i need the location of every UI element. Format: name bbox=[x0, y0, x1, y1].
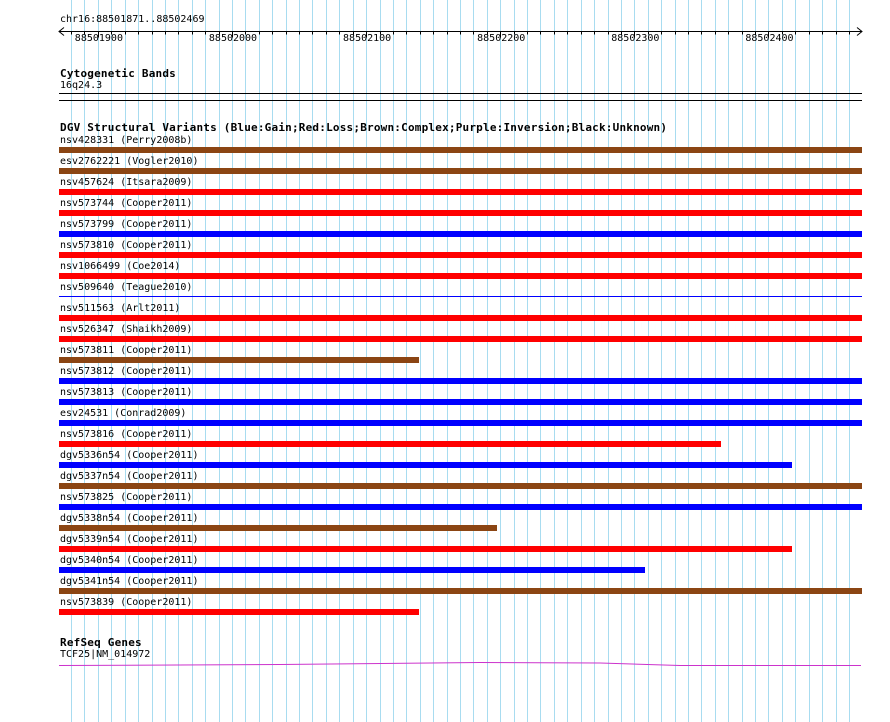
variant-bar-gain[interactable] bbox=[59, 420, 862, 426]
ruler-tick-label: 88502300 bbox=[611, 33, 660, 44]
gene-model bbox=[59, 663, 861, 666]
variant-label[interactable]: dgv5340n54 (Cooper2011) bbox=[60, 555, 199, 566]
variant-bar-complex[interactable] bbox=[59, 483, 862, 489]
variant-bar-complex[interactable] bbox=[59, 588, 862, 594]
variant-label[interactable]: nsv526347 (Shaikh2009) bbox=[60, 324, 193, 335]
variant-bar-loss[interactable] bbox=[59, 210, 862, 216]
variant-bar-loss[interactable] bbox=[59, 441, 721, 447]
ruler-tick-label: 88502200 bbox=[477, 33, 526, 44]
cytoband-divider-top bbox=[59, 93, 862, 94]
gene-model-line bbox=[0, 655, 890, 671]
ruler-tick-label: 88501900 bbox=[74, 33, 123, 44]
variant-label[interactable]: esv2762221 (Vogler2010) bbox=[60, 156, 199, 167]
variant-label[interactable]: nsv573816 (Cooper2011) bbox=[60, 429, 193, 440]
variant-bar-loss[interactable] bbox=[59, 189, 862, 195]
dgv-track-title: DGV Structural Variants (Blue:Gain;Red:Loss;Brown:Complex;Purple:Inversion;Black:Unknown) bbox=[60, 121, 668, 134]
variant-bar-complex[interactable] bbox=[59, 525, 497, 531]
variant-label[interactable]: nsv573812 (Cooper2011) bbox=[60, 366, 193, 377]
variant-bar-gain[interactable] bbox=[59, 462, 792, 468]
variant-label[interactable]: nsv428331 (Perry2008b) bbox=[60, 135, 193, 146]
ruler-tick-label: 88502000 bbox=[208, 33, 258, 44]
refseq-track-title: RefSeq Genes bbox=[60, 636, 142, 649]
variant-bar-gain[interactable] bbox=[59, 504, 862, 510]
ruler-tick-label: 88502400 bbox=[745, 33, 794, 44]
variant-label[interactable]: esv24531 (Conrad2009) bbox=[60, 408, 187, 419]
variant-bar-loss[interactable] bbox=[59, 609, 419, 615]
variant-label[interactable]: nsv573839 (Cooper2011) bbox=[60, 597, 193, 608]
cytoband-track-title: Cytogenetic Bands bbox=[60, 67, 176, 80]
variant-bar-complex[interactable] bbox=[59, 168, 862, 174]
variant-bar-gain[interactable] bbox=[59, 231, 862, 237]
cytoband-divider-bottom bbox=[59, 100, 862, 101]
variant-label[interactable]: dgv5337n54 (Cooper2011) bbox=[60, 471, 199, 482]
variant-label[interactable]: dgv5341n54 (Cooper2011) bbox=[60, 576, 199, 587]
variant-bar-loss[interactable] bbox=[59, 336, 862, 342]
variant-label[interactable]: nsv573813 (Cooper2011) bbox=[60, 387, 193, 398]
variant-bar-gain[interactable] bbox=[59, 399, 862, 405]
ruler-tick-label: 88502100 bbox=[343, 33, 392, 44]
variant-bar-loss[interactable] bbox=[59, 273, 862, 279]
variant-label[interactable]: dgv5338n54 (Cooper2011) bbox=[60, 513, 199, 524]
cytoband-label: 16q24.3 bbox=[60, 80, 103, 91]
variant-bar-gain[interactable] bbox=[59, 567, 645, 573]
variant-bar-loss[interactable] bbox=[59, 546, 792, 552]
variant-bar-complex[interactable] bbox=[59, 357, 419, 363]
variant-bar-gain[interactable] bbox=[59, 296, 862, 297]
variant-bar-gain[interactable] bbox=[59, 378, 862, 384]
variant-bar-loss[interactable] bbox=[59, 252, 862, 258]
variant-label[interactable]: nsv573810 (Cooper2011) bbox=[60, 240, 193, 251]
variant-bar-loss[interactable] bbox=[59, 315, 862, 321]
variant-label[interactable]: dgv5336n54 (Cooper2011) bbox=[60, 450, 199, 461]
variant-bar-complex[interactable] bbox=[59, 147, 862, 153]
variant-label[interactable]: nsv573811 (Cooper2011) bbox=[60, 345, 193, 356]
variant-label[interactable]: nsv573799 (Cooper2011) bbox=[60, 219, 193, 230]
region-coordinates: chr16:88501871..88502469 bbox=[60, 14, 205, 25]
variant-label[interactable]: nsv573825 (Cooper2011) bbox=[60, 492, 193, 503]
variant-label[interactable]: dgv5339n54 (Cooper2011) bbox=[60, 534, 199, 545]
variant-label[interactable]: nsv573744 (Cooper2011) bbox=[60, 198, 193, 209]
variant-label[interactable]: nsv509640 (Teague2010) bbox=[60, 282, 193, 293]
gene-label: TCF25|NM_014972 bbox=[60, 649, 151, 660]
variant-label[interactable]: nsv1066499 (Coe2014) bbox=[60, 261, 181, 272]
variant-label[interactable]: nsv511563 (Arlt2011) bbox=[60, 303, 181, 314]
variant-label[interactable]: nsv457624 (Itsara2009) bbox=[60, 177, 193, 188]
